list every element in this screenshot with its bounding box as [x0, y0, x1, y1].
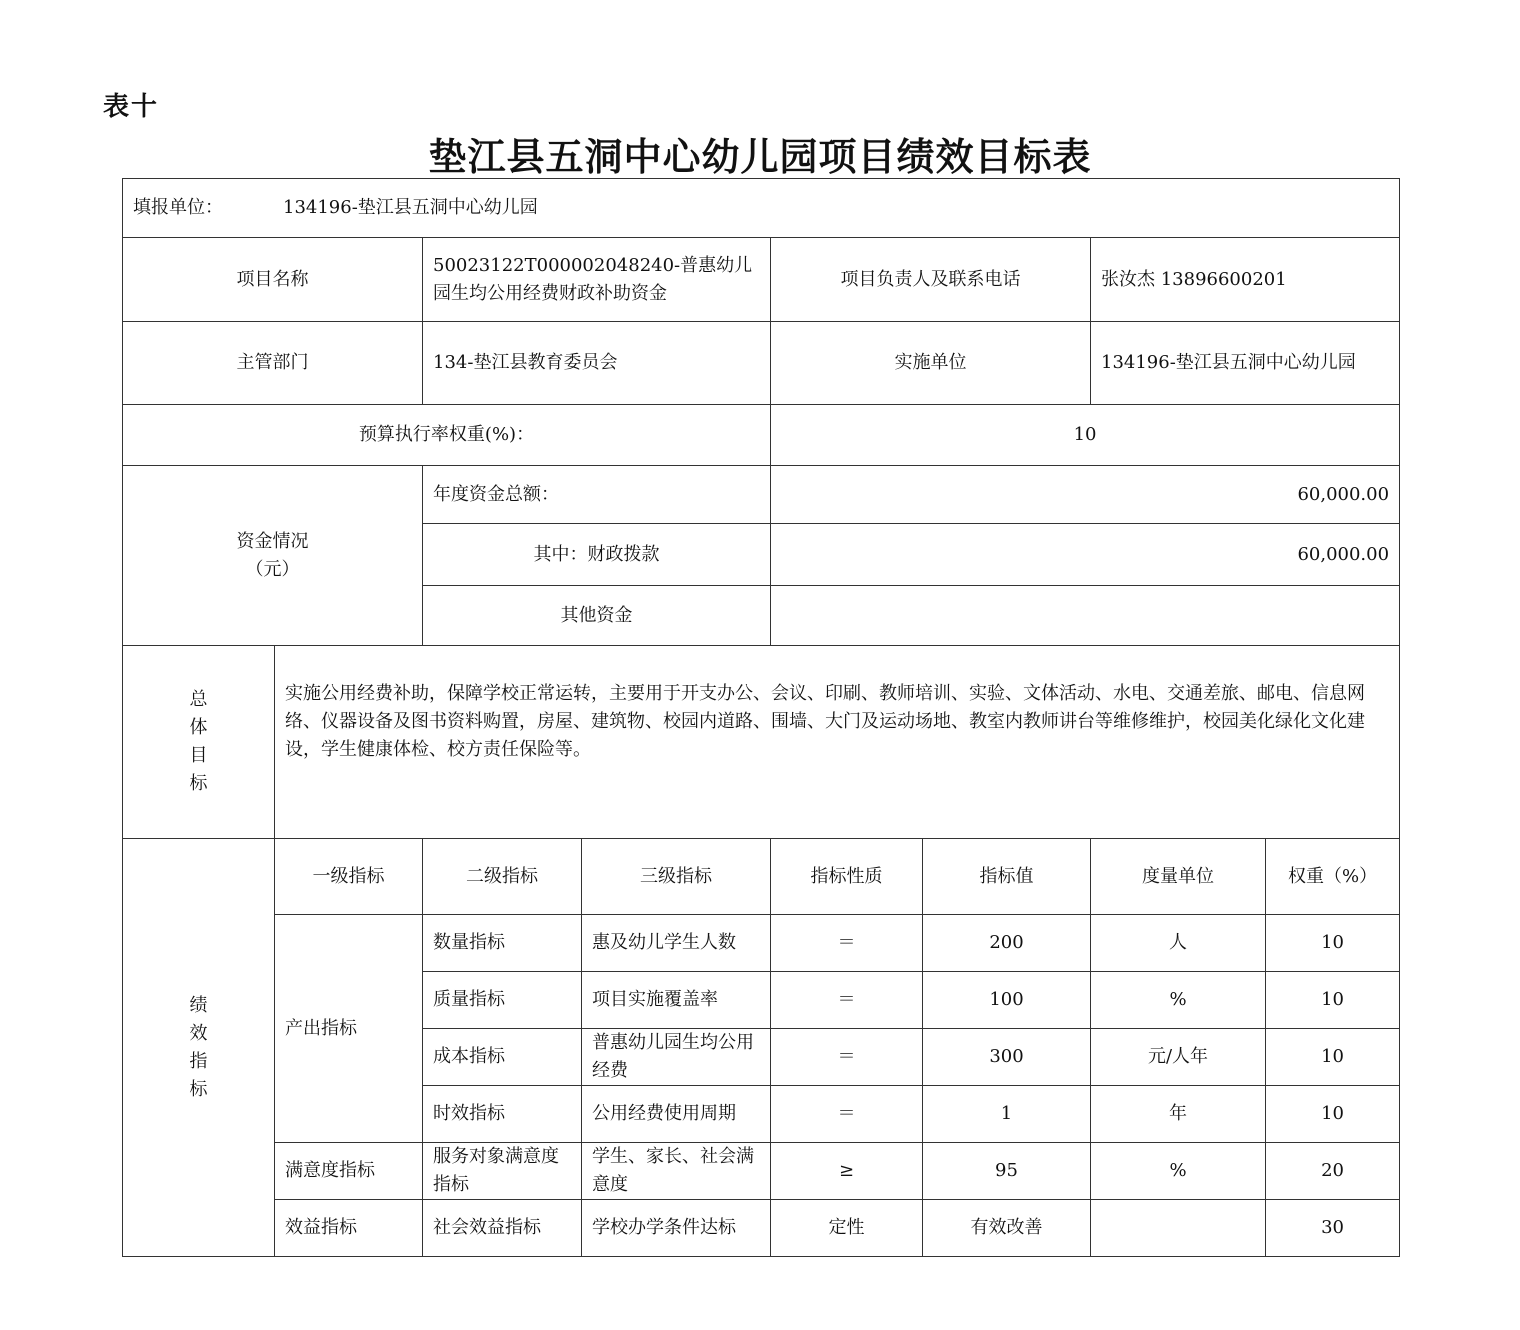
weight-cell: 10 — [1266, 1086, 1400, 1143]
overall-goal-row — [123, 646, 1400, 839]
table-row — [123, 1200, 1400, 1257]
reporter-label: 填报单位： — [133, 197, 223, 218]
unit-cell: % — [1091, 972, 1266, 1029]
nature-cell: 定性 — [771, 1200, 923, 1257]
budget-weight-label: 预算执行率权重(%)： — [123, 405, 771, 466]
reporter-value: 134196-垫江县五洞中心幼儿园 — [283, 197, 538, 218]
overall-goal-label-char: 目 — [189, 745, 208, 766]
weight-cell: 10 — [1266, 1029, 1400, 1086]
page-title: 垫江县五洞中心幼儿园项目绩效目标表 — [428, 134, 1092, 179]
unit-cell: % — [1091, 1143, 1266, 1200]
level3-cell: 普惠幼儿园生均公用经费 — [582, 1029, 771, 1086]
department-label: 主管部门 — [123, 322, 423, 405]
header-level3: 三级指标 — [582, 839, 771, 915]
level3-cell: 惠及幼儿学生人数 — [582, 915, 771, 972]
value-cell: 95 — [923, 1143, 1091, 1200]
level2-cell: 成本指标 — [423, 1029, 582, 1086]
other-funds-label: 其他资金 — [423, 586, 771, 646]
level1-cell: 满意度指标 — [275, 1143, 423, 1200]
project-name-label: 项目名称 — [123, 238, 423, 322]
project-row — [123, 238, 1400, 322]
weight-cell: 10 — [1266, 915, 1400, 972]
nature-cell: ≥ — [771, 1143, 923, 1200]
department-value: 134-垫江县教育委员会 — [423, 322, 771, 405]
level3-cell: 公用经费使用周期 — [582, 1086, 771, 1143]
level3-cell: 项目实施覆盖率 — [582, 972, 771, 1029]
unit-cell: 元/人年 — [1091, 1029, 1266, 1086]
table-number-label: 表十 — [103, 92, 160, 122]
budget-weight-value: 10 — [771, 405, 1400, 466]
overall-goal-label-char: 总 — [189, 689, 208, 710]
header-level2: 二级指标 — [423, 839, 582, 915]
header-weight: 权重（%） — [1266, 839, 1400, 915]
value-cell: 200 — [923, 915, 1091, 972]
table-row — [123, 915, 1400, 972]
header-unit: 度量单位 — [1091, 839, 1266, 915]
overall-goal-text: 实施公用经费补助，保障学校正常运转，主要用于开支办公、会议、印刷、教师培训、实验、文体活动、水电、交通差旅、邮电、信息网络、仪器设备及图书资料购置，房屋、建筑物、校园内道路、围墙、大门及运动场地、教室内教师讲台等维修维护，校园美化绿化文化建设，学生健康体检、校方责任保险等。 — [275, 646, 1400, 839]
contact-label: 项目负责人及联系电话 — [771, 238, 1091, 322]
performance-goal-table — [122, 178, 1400, 1257]
level2-cell: 质量指标 — [423, 972, 582, 1029]
value-cell: 1 — [923, 1086, 1091, 1143]
performance-label-char: 指 — [189, 1050, 208, 1072]
value-cell: 300 — [923, 1029, 1091, 1086]
funds-label-line1: 资金情况 — [236, 530, 309, 552]
budget-weight-row — [123, 405, 1400, 466]
project-name-value: 50023122T000002048240-普惠幼儿园生均公用经费财政补助资金 — [423, 238, 771, 322]
overall-goal-label-char: 体 — [189, 717, 208, 738]
funds-label — [123, 466, 423, 646]
level2-cell: 服务对象满意度指标 — [423, 1143, 582, 1200]
unit-cell: 年 — [1091, 1086, 1266, 1143]
implementer-value: 134196-垫江县五洞中心幼儿园 — [1091, 322, 1400, 405]
header-level1: 一级指标 — [275, 839, 423, 915]
header-value: 指标值 — [923, 839, 1091, 915]
table-row — [123, 1143, 1400, 1200]
annual-total-value: 60,000.00 — [771, 466, 1400, 524]
reporter-cell — [123, 179, 1400, 238]
level3-cell: 学生、家长、社会满意度 — [582, 1143, 771, 1200]
performance-label-char: 效 — [189, 1022, 208, 1044]
nature-cell: ＝ — [771, 972, 923, 1029]
performance-label — [123, 839, 275, 1257]
weight-cell: 30 — [1266, 1200, 1400, 1257]
unit-cell — [1091, 1200, 1266, 1257]
nature-cell: ＝ — [771, 1029, 923, 1086]
fiscal-label: 其中：财政拨款 — [423, 524, 771, 586]
level3-cell: 学校办学条件达标 — [582, 1200, 771, 1257]
weight-cell: 20 — [1266, 1143, 1400, 1200]
level2-cell: 社会效益指标 — [423, 1200, 582, 1257]
header-nature: 指标性质 — [771, 839, 923, 915]
overall-goal-label-char: 标 — [189, 773, 208, 794]
indicator-header-row — [123, 839, 1400, 915]
performance-label-char: 绩 — [189, 994, 208, 1016]
output-indicator-label: 产出指标 — [275, 915, 423, 1143]
fiscal-value: 60,000.00 — [771, 524, 1400, 586]
nature-cell: ＝ — [771, 1086, 923, 1143]
value-cell: 100 — [923, 972, 1091, 1029]
performance-label-char: 标 — [189, 1078, 208, 1100]
annual-total-label: 年度资金总额： — [423, 466, 771, 524]
contact-value: 张汝杰 13896600201 — [1091, 238, 1400, 322]
weight-cell: 10 — [1266, 972, 1400, 1029]
level2-cell: 时效指标 — [423, 1086, 582, 1143]
funds-total-row — [123, 466, 1400, 524]
other-funds-value — [771, 586, 1400, 646]
nature-cell: ＝ — [771, 915, 923, 972]
funds-label-line2: （元） — [245, 558, 300, 580]
overall-goal-label — [123, 646, 275, 839]
reporter-row — [123, 179, 1400, 238]
implementer-label: 实施单位 — [771, 322, 1091, 405]
department-row — [123, 322, 1400, 405]
level1-cell: 效益指标 — [275, 1200, 423, 1257]
level2-cell: 数量指标 — [423, 915, 582, 972]
unit-cell: 人 — [1091, 915, 1266, 972]
value-cell: 有效改善 — [923, 1200, 1091, 1257]
